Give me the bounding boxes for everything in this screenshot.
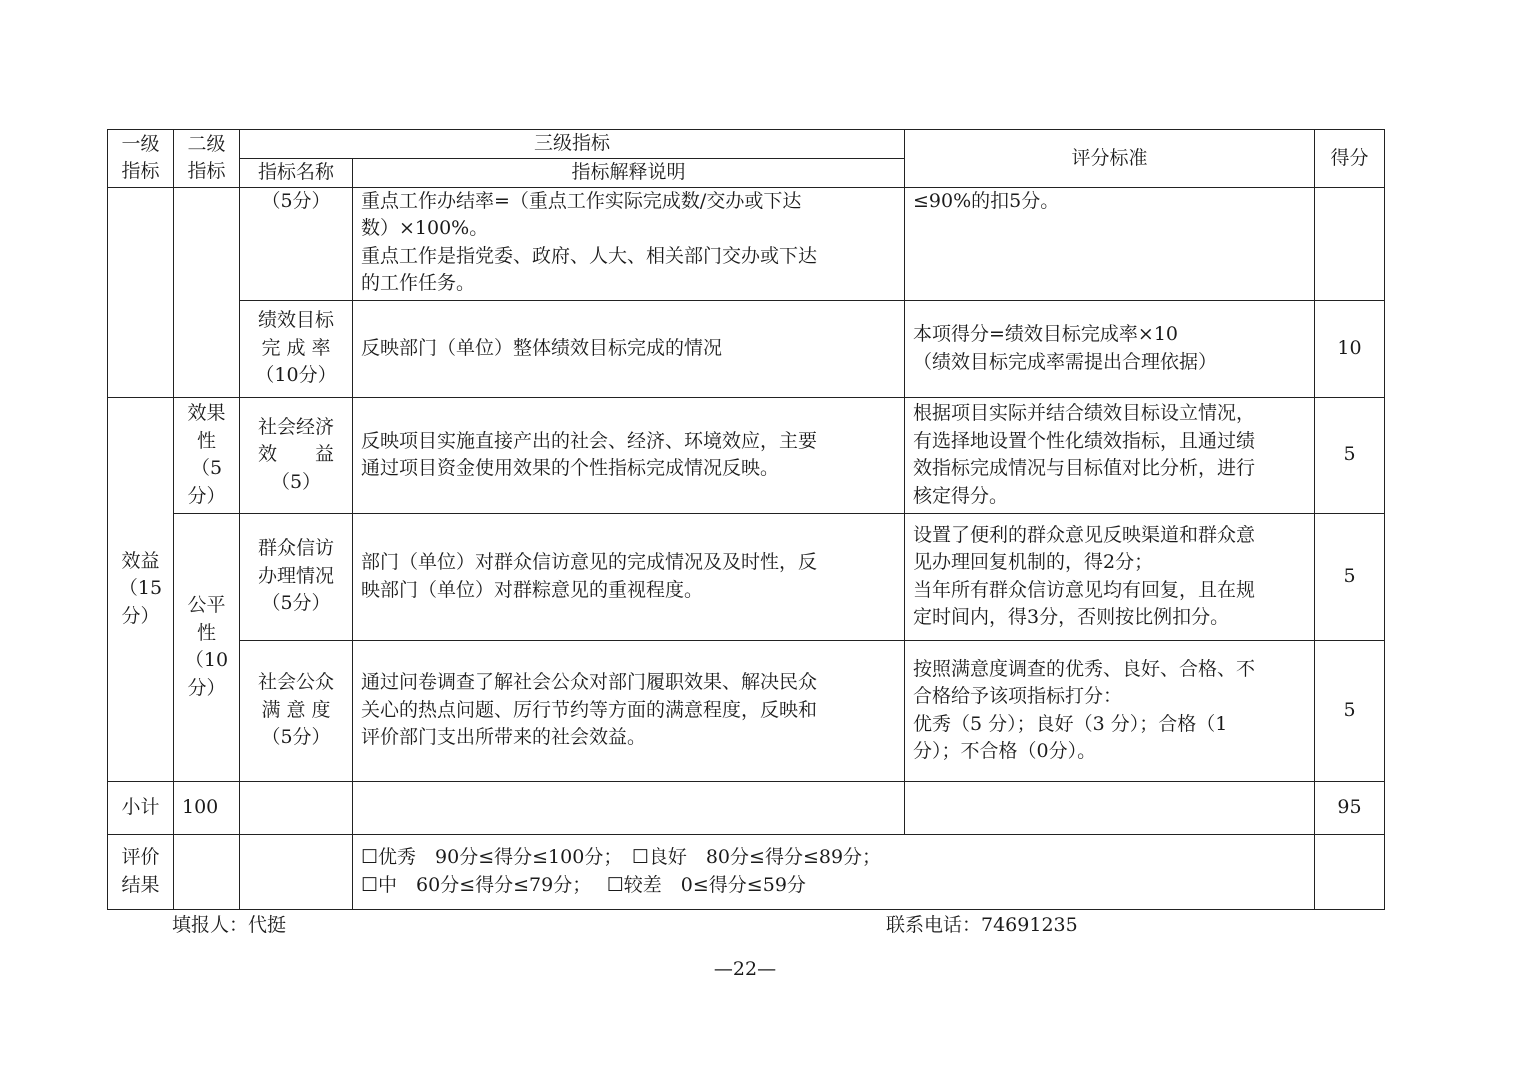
subtotal-total: 100 <box>174 781 240 834</box>
header-indicator-explain: 指标解释说明 <box>353 158 905 187</box>
level2-cell-empty <box>174 187 240 397</box>
social-econ-standard: 根据项目实际并结合绩效目标设立情况， 有选择地设置个性化绩效指标，且通过绩 效指标完成情况与目标值对比分析，进行 核定得分。 <box>905 397 1315 513</box>
result-empty-2 <box>240 834 353 909</box>
key-work-score <box>1315 187 1385 300</box>
key-work-standard: ≤90%的扣5分。 <box>905 187 1315 300</box>
subtotal-empty-1 <box>240 781 353 834</box>
page-number: —22— <box>713 958 777 980</box>
social-econ-score: 5 <box>1315 397 1385 513</box>
satisfaction-score: 5 <box>1315 640 1385 781</box>
header-level2: 二级 指标 <box>174 130 240 188</box>
header-score: 得分 <box>1315 130 1385 188</box>
header-standard: 评分标准 <box>905 130 1315 188</box>
perf-target-name: 绩效目标 完 成 率 （10分） <box>240 300 353 397</box>
subtotal-empty-3 <box>905 781 1315 834</box>
petition-name: 群众信访 办理情况 （5分） <box>240 513 353 640</box>
petition-standard: 设置了便利的群众意见反映渠道和群众意 见办理回复机制的，得2分； 当年所有群众信访意见均有回复，且在规 定时间内，得3分，否则按比例扣分。 <box>905 513 1315 640</box>
result-empty-1 <box>174 834 240 909</box>
header-level3: 三级指标 <box>240 130 905 159</box>
fair-label: 公平 性 （10 分） <box>174 513 240 781</box>
satisfaction-explain: 通过问卷调查了解社会公众对部门履职效果、解决民众 关心的热点问题、厉行节约等方面的满意程度，反映和 评价部门支出所带来的社会效益。 <box>353 640 905 781</box>
key-work-name: （5分） <box>240 187 353 300</box>
perf-target-score: 10 <box>1315 300 1385 397</box>
subtotal-score: 95 <box>1315 781 1385 834</box>
perf-target-explain: 反映部门（单位）整体绩效目标完成的情况 <box>353 300 905 397</box>
petition-score: 5 <box>1315 513 1385 640</box>
result-score-empty <box>1315 834 1385 909</box>
level1-cell-empty <box>108 187 174 397</box>
evaluation-table <box>107 129 1385 910</box>
social-econ-explain: 反映项目实施直接产出的社会、经济、环境效应，主要 通过项目资金使用效果的个性指标完成情况反映。 <box>353 397 905 513</box>
social-econ-name: 社会经济 效 益 （5） <box>240 397 353 513</box>
subtotal-label: 小计 <box>108 781 174 834</box>
header-indicator-name: 指标名称 <box>240 158 353 187</box>
satisfaction-name: 社会公众 满 意 度 （5分） <box>240 640 353 781</box>
footer-phone: 联系电话：74691235 <box>886 914 1078 936</box>
effect-label: 效果 性 （5 分） <box>174 397 240 513</box>
satisfaction-standard: 按照满意度调查的优秀、良好、合格、不 合格给予该项指标打分： 优秀（5 分）；良好（3 分）；合格（1 分）；不合格（0分）。 <box>905 640 1315 781</box>
petition-explain: 部门（单位）对群众信访意见的完成情况及及时性，反 映部门（单位）对群粽意见的重视程度。 <box>353 513 905 640</box>
subtotal-empty-2 <box>353 781 905 834</box>
perf-target-standard: 本项得分=绩效目标完成率×10 （绩效目标完成率需提出合理依据） <box>905 300 1315 397</box>
header-level1: 一级 指标 <box>108 130 174 188</box>
result-label: 评价 结果 <box>108 834 174 909</box>
result-grades: ☐优秀 90分≤得分≤100分； ☐良好 80分≤得分≤89分； ☐中 60分≤得分≤79分； ☐较差 0≤得分≤59分 <box>353 834 1315 909</box>
benefit-label: 效益 （15 分） <box>108 397 174 781</box>
key-work-explain: 重点工作办结率=（重点工作实际完成数/交办或下达 数）×100%。 重点工作是指党委、政府、人大、相关部门交办或下达 的工作任务。 <box>353 187 905 300</box>
footer-filler: 填报人：代挺 <box>172 914 287 936</box>
